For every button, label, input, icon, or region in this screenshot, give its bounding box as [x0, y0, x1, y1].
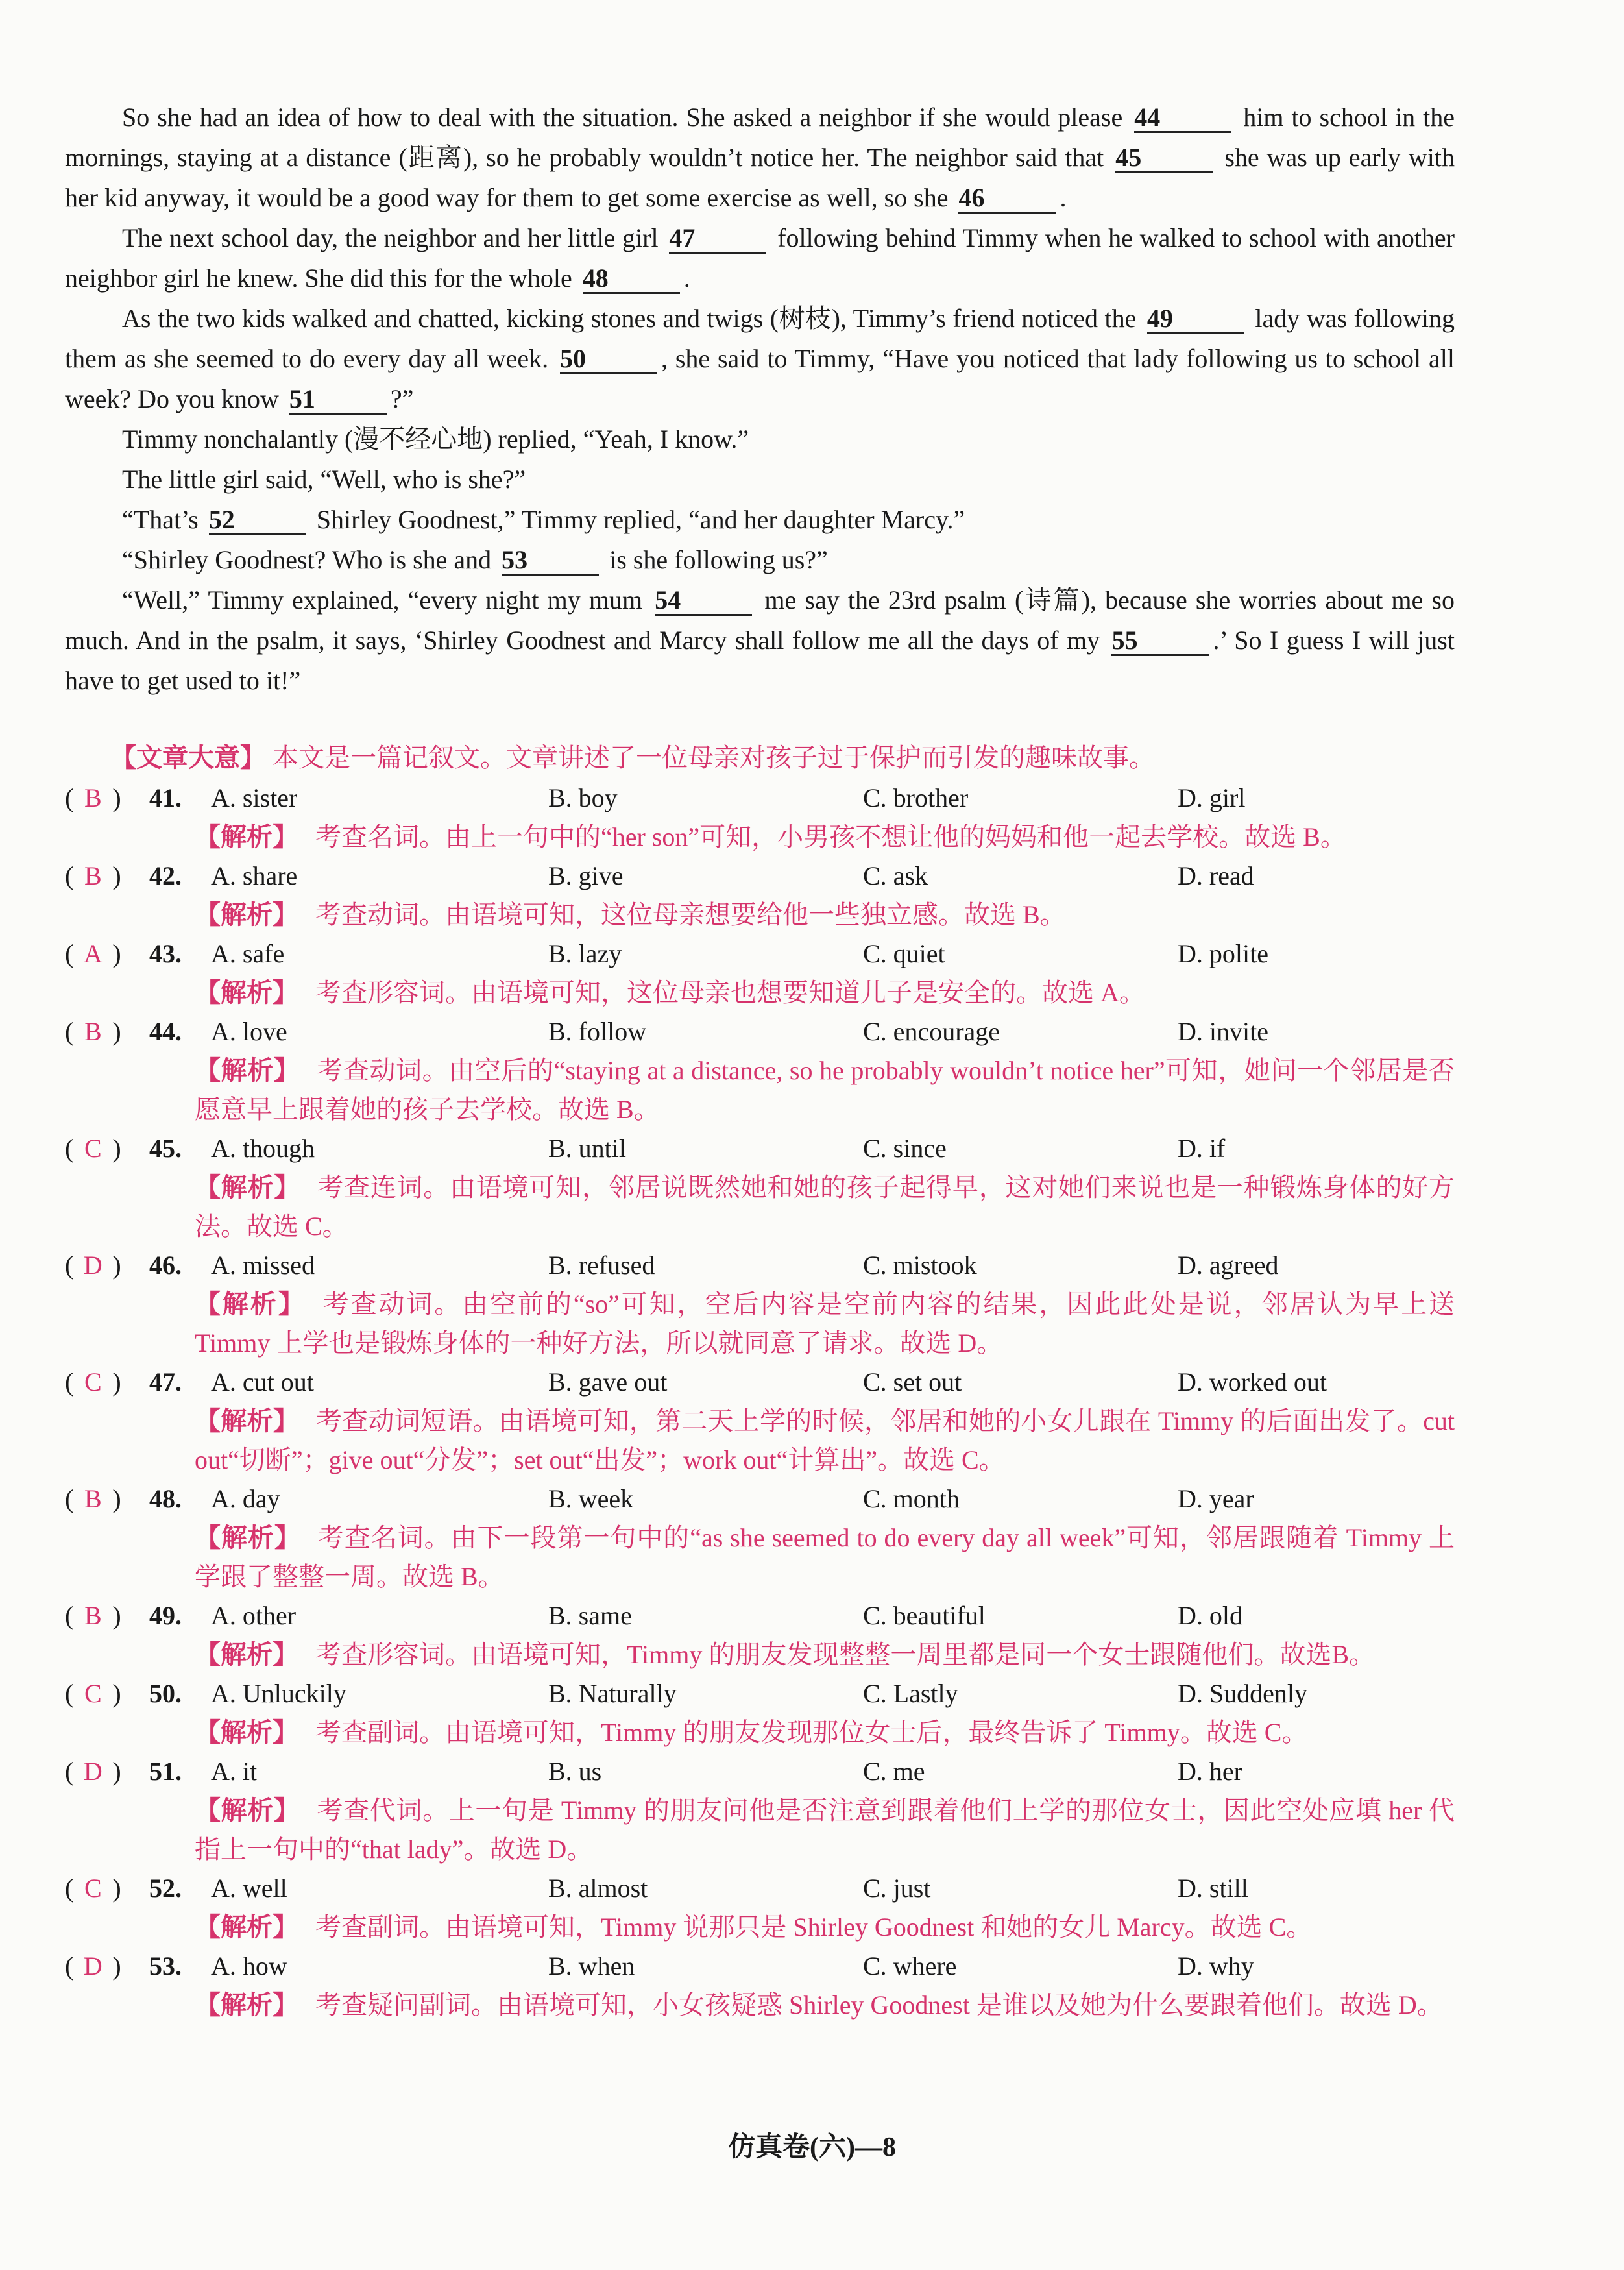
passage-paragraph: [65, 97, 1455, 218]
question-row: [65, 1869, 1455, 1908]
option-d: D. read: [1178, 861, 1254, 890]
page-footer: 仿真卷(六)—8: [728, 2132, 896, 2162]
option-c: C. me: [863, 1757, 925, 1786]
question-item: [65, 934, 1455, 1012]
option-d: D. worked out: [1178, 1367, 1327, 1397]
option-d: D. girl: [1178, 783, 1246, 812]
analysis-text: 考查名词。由下一段第一句中的“as she seemed to do every day all week”可知，邻居跟随着 Timmy 上学跟了整整一周。故选 B。: [195, 1523, 1455, 1591]
option-d: D. old: [1178, 1601, 1242, 1630]
passage-text: ?”: [390, 384, 414, 413]
analysis-text: 考查形容词。由语境可知，Timmy 的朋友发现整整一周里都是同一个女士跟随他们。故选B。: [315, 1640, 1376, 1669]
option-b: B. Naturally: [548, 1679, 677, 1708]
answer-letter: C: [84, 1679, 102, 1708]
option-c: C. ask: [863, 861, 928, 890]
answer-bracket: ( A ): [65, 934, 146, 973]
analysis-text: 考查动词。由空后的“staying at a distance, so he probably wouldn’t notice her”可知，她问一个邻居是否愿意早上跟着她的孩子去学校。故选 B。: [195, 1056, 1455, 1124]
option-b: B. lazy: [548, 939, 622, 968]
answer-bracket: ( B ): [65, 857, 146, 896]
passage-text: .: [683, 263, 690, 293]
passage-text: The next school day, the neighbor and her little girl: [122, 223, 666, 252]
option-d: D. agreed: [1178, 1251, 1279, 1280]
question-row: [65, 1752, 1455, 1791]
answer-letter: B: [84, 783, 102, 812]
blank-number: 54: [655, 587, 752, 616]
option-a: A. missed: [211, 1251, 315, 1280]
passage-text: she was up early with her kid anyway, it would be a good way for them to get some exercise as well, so she: [65, 143, 1455, 212]
question-item: [65, 1947, 1455, 2025]
analysis: [195, 1791, 1455, 1869]
question-number: 47.: [149, 1367, 182, 1397]
blank-number: 48: [583, 265, 680, 294]
question-number: 52.: [149, 1873, 182, 1903]
question-row: [65, 1246, 1455, 1285]
option-c: C. where: [863, 1951, 957, 1981]
analysis-tag: 【解析】: [195, 1406, 299, 1435]
option-b: B. follow: [548, 1017, 647, 1046]
question-number: 43.: [149, 939, 182, 968]
summary-tag: 【文章大意】: [110, 743, 266, 772]
option-b: B. week: [548, 1484, 634, 1513]
blank-number: 49: [1147, 305, 1244, 334]
option-b: B. until: [548, 1134, 627, 1163]
question-row: [65, 1947, 1455, 1986]
passage-text: As the two kids walked and chatted, kicking stones and twigs (树枝), Timmy’s friend noticed the: [122, 304, 1143, 333]
option-a: A. though: [211, 1134, 315, 1163]
passage-paragraph: [65, 299, 1455, 419]
question-row: [65, 1363, 1455, 1402]
passage-paragraph: [65, 459, 1455, 500]
passage-text: “Shirley Goodnest? Who is she and: [122, 545, 498, 574]
answer-letter: D: [83, 1251, 103, 1280]
question-number: 42.: [149, 861, 182, 890]
blank-number: 50: [560, 345, 657, 374]
passage: [65, 97, 1455, 701]
question-row: [65, 1674, 1455, 1713]
question-row: [65, 1596, 1455, 1635]
question-item: [65, 1674, 1455, 1752]
option-a: A. how: [211, 1951, 287, 1981]
option-d: D. Suddenly: [1178, 1679, 1307, 1708]
analysis: [195, 1986, 1455, 2025]
option-d: D. still: [1178, 1873, 1248, 1903]
question-number: 44.: [149, 1017, 182, 1046]
question-row: [65, 857, 1455, 896]
question-item: [65, 1480, 1455, 1596]
passage-text: Shirley Goodnest,” Timmy replied, “and her daughter Marcy.”: [309, 505, 965, 534]
option-a: A. day: [211, 1484, 280, 1513]
passage-text: .’ So I guess I will just have to get used to it!”: [65, 626, 1455, 695]
option-b: B. give: [548, 861, 624, 890]
question-item: [65, 779, 1455, 857]
blank-number: 52: [209, 506, 306, 535]
option-d: D. if: [1178, 1134, 1226, 1163]
analysis-text: 考查动词短语。由语境可知，第二天上学的时候，邻居和她的小女儿跟在 Timmy 的后面出发了。cut out“切断”；give out“分发”；set out“出发”；work out“计算出”。故选 C。: [195, 1406, 1455, 1474]
answer-letter: A: [83, 939, 103, 968]
passage-text: .: [1060, 183, 1067, 212]
answer-letter: B: [84, 1017, 102, 1046]
analysis: [195, 1908, 1455, 1947]
blank-number: 47: [669, 225, 766, 254]
passage-paragraph: [65, 419, 1455, 459]
option-c: C. brother: [863, 783, 969, 812]
answer-bracket: ( B ): [65, 1480, 146, 1519]
analysis: [195, 1519, 1455, 1596]
answer-bracket: ( D ): [65, 1246, 146, 1285]
answer-bracket: ( C ): [65, 1363, 146, 1402]
analysis-text: 考查形容词。由语境可知，这位母亲也想要知道儿子是安全的。故选 A。: [315, 978, 1145, 1007]
answer-bracket: ( B ): [65, 1012, 146, 1051]
question-item: [65, 857, 1455, 934]
article-summary: [65, 738, 1455, 777]
option-b: B. gave out: [548, 1367, 668, 1397]
question-number: 50.: [149, 1679, 182, 1708]
analysis-text: 考查动词。由空前的“so”可知，空后内容是空前内容的结果，因此此处是说，邻居认为早上送 Timmy 上学也是锻炼身体的一种好方法，所以就同意了请求。故选 D。: [195, 1289, 1455, 1358]
question-row: [65, 1129, 1455, 1168]
passage-text: So she had an idea of how to deal with the situation. She asked a neighbor if she would please: [122, 103, 1131, 132]
question-item: [65, 1129, 1455, 1246]
answer-letter: C: [84, 1367, 102, 1397]
option-b: B. almost: [548, 1873, 648, 1903]
answer-bracket: ( B ): [65, 1596, 146, 1635]
option-a: A. sister: [211, 783, 298, 812]
analysis: [195, 973, 1455, 1012]
blank-number: 55: [1111, 627, 1209, 656]
option-b: B. when: [548, 1951, 635, 1981]
analysis: [195, 1402, 1455, 1480]
blank-number: 45: [1115, 144, 1213, 173]
summary-text: 本文是一篇记叙文。文章讲述了一位母亲对孩子过于保护而引发的趣味故事。: [273, 743, 1155, 772]
question-item: [65, 1363, 1455, 1480]
passage-text: lady was following them as she seemed to do every day all week.: [65, 304, 1455, 373]
analysis: [195, 896, 1455, 934]
option-c: C. beautiful: [863, 1601, 986, 1630]
blank-number: 53: [502, 546, 599, 576]
analysis-text: 考查副词。由语境可知，Timmy 说那只是 Shirley Goodnest 和她的女儿 Marcy。故选 C。: [315, 1912, 1313, 1942]
option-c: C. month: [863, 1484, 960, 1513]
passage-text: The little girl said, “Well, who is she?”: [122, 465, 526, 494]
question-item: [65, 1869, 1455, 1947]
answer-bracket: ( C ): [65, 1129, 146, 1168]
question-number: 41.: [149, 783, 182, 812]
blank-number: 44: [1134, 104, 1231, 133]
question-number: 46.: [149, 1251, 182, 1280]
analysis: [195, 1635, 1455, 1674]
analysis: [195, 1051, 1455, 1129]
passage-text: is she following us?”: [603, 545, 828, 574]
analysis: [195, 1285, 1455, 1363]
analysis-text: 考查名词。由上一句中的“her son”可知，小男孩不想让他的妈妈和他一起去学校。故选 B。: [315, 822, 1346, 851]
question-row: [65, 1012, 1455, 1051]
analysis: [195, 818, 1455, 857]
question-row: [65, 934, 1455, 973]
question-number: 48.: [149, 1484, 182, 1513]
option-a: A. cut out: [211, 1367, 314, 1397]
option-c: C. set out: [863, 1367, 962, 1397]
option-d: D. polite: [1178, 939, 1268, 968]
answer-letter: D: [83, 1757, 103, 1786]
analysis-tag: 【解析】: [195, 1990, 298, 2020]
answer-bracket: ( D ): [65, 1947, 146, 1986]
passage-text: , she said to Timmy, “Have you noticed that lady following us to school all week? Do you know: [65, 344, 1455, 413]
analysis-tag: 【解析】: [195, 978, 298, 1007]
answer-letter: B: [84, 861, 102, 890]
answer-bracket: ( C ): [65, 1869, 146, 1908]
question-row: [65, 779, 1455, 818]
option-a: A. share: [211, 861, 298, 890]
analysis-text: 考查连词。由语境可知，邻居说既然她和她的孩子起得早，这对她们来说也是一种锻炼身体的好方法。故选 C。: [195, 1173, 1455, 1241]
question-item: [65, 1012, 1455, 1129]
option-b: B. refused: [548, 1251, 655, 1280]
question-list: [65, 779, 1455, 2025]
answer-bracket: ( D ): [65, 1752, 146, 1791]
question-item: [65, 1596, 1455, 1674]
passage-paragraph: [65, 218, 1455, 299]
answer-bracket: ( B ): [65, 779, 146, 818]
analysis-text: 考查动词。由语境可知，这位母亲想要给他一些独立感。故选 B。: [315, 900, 1066, 929]
option-c: C. just: [863, 1873, 931, 1903]
analysis-tag: 【解析】: [195, 1173, 301, 1202]
option-a: A. other: [211, 1601, 297, 1630]
option-d: D. why: [1178, 1951, 1254, 1981]
option-c: C. mistook: [863, 1251, 977, 1280]
passage-text: “That’s: [122, 505, 205, 534]
option-c: C. Lastly: [863, 1679, 958, 1708]
question-number: 49.: [149, 1601, 182, 1630]
analysis-tag: 【解析】: [195, 822, 298, 851]
option-b: B. same: [548, 1601, 632, 1630]
option-c: C. quiet: [863, 939, 945, 968]
question-number: 53.: [149, 1951, 182, 1981]
answer-letter: D: [83, 1951, 103, 1981]
blank-number: 51: [289, 385, 387, 415]
analysis-tag: 【解析】: [195, 1718, 298, 1747]
passage-paragraph: [65, 540, 1455, 580]
analysis-tag: 【解析】: [195, 1912, 298, 1942]
answer-letter: C: [84, 1134, 102, 1163]
passage-text: “Well,” Timmy explained, “every night my mum: [122, 585, 651, 615]
option-b: B. us: [548, 1757, 602, 1786]
analysis: [195, 1168, 1455, 1246]
option-d: D. her: [1178, 1757, 1242, 1786]
question-item: [65, 1752, 1455, 1869]
question-item: [65, 1246, 1455, 1363]
answer-letter: C: [84, 1873, 102, 1903]
passage-paragraph: [65, 580, 1455, 701]
analysis-tag: 【解析】: [195, 1796, 300, 1825]
analysis: [195, 1713, 1455, 1752]
question-row: [65, 1480, 1455, 1519]
analysis-text: 考查代词。上一句是 Timmy 的朋友问他是否注意到跟着他们上学的那位女士，因此空处应填 her 代指上一句中的“that lady”。故选 D。: [195, 1796, 1455, 1864]
passage-text: following behind Timmy when he walked to school with another neighbor girl he knew. She did this for the whole: [65, 223, 1455, 293]
option-a: A. love: [211, 1017, 287, 1046]
analysis-tag: 【解析】: [195, 1289, 306, 1319]
blank-number: 46: [958, 184, 1056, 214]
analysis-text: 考查副词。由语境可知，Timmy 的朋友发现那位女士后，最终告诉了 Timmy。故选 C。: [315, 1718, 1308, 1747]
option-d: D. year: [1178, 1484, 1254, 1513]
option-b: B. boy: [548, 783, 618, 812]
analysis-tag: 【解析】: [195, 1056, 300, 1085]
option-c: C. encourage: [863, 1017, 1000, 1046]
option-a: A. safe: [211, 939, 285, 968]
question-number: 45.: [149, 1134, 182, 1163]
answer-letter: B: [84, 1601, 102, 1630]
passage-text: him to school in the mornings, staying at a distance (距离), so he probably wouldn’t notice her. The neighbor said that: [65, 103, 1455, 172]
passage-text: Timmy nonchalantly (漫不经心地) replied, “Yeah, I know.”: [122, 424, 749, 454]
analysis-text: 考查疑问副词。由语境可知，小女孩疑惑 Shirley Goodnest 是谁以及她为什么要跟着他们。故选 D。: [315, 1990, 1443, 2020]
option-a: A. it: [211, 1757, 258, 1786]
passage-text: me say the 23rd psalm (诗篇), because she worries about me so much. And in the psalm, it says, ‘Shirley Goodnest and Marcy shall follow me all the days of my: [65, 585, 1455, 655]
question-number: 51.: [149, 1757, 182, 1786]
answer-letter: B: [84, 1484, 102, 1513]
analysis-tag: 【解析】: [195, 900, 298, 929]
option-d: D. invite: [1178, 1017, 1268, 1046]
option-c: C. since: [863, 1134, 947, 1163]
passage-paragraph: [65, 500, 1455, 540]
answer-bracket: ( C ): [65, 1674, 146, 1713]
analysis-tag: 【解析】: [195, 1640, 298, 1669]
analysis-tag: 【解析】: [195, 1523, 301, 1552]
option-a: A. well: [211, 1873, 287, 1903]
option-a: A. Unluckily: [211, 1679, 346, 1708]
